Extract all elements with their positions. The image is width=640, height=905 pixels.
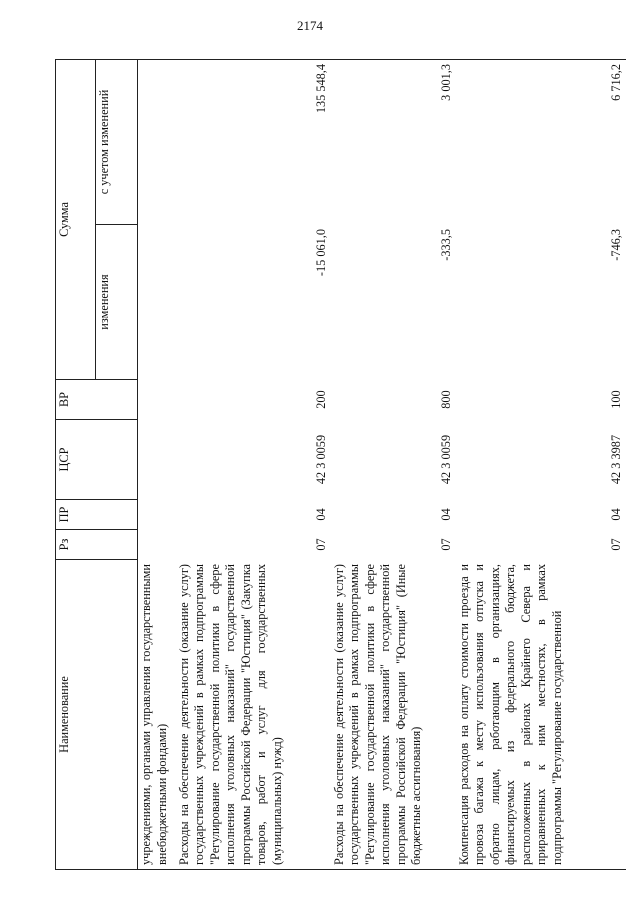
row-rz-cell: 07 xyxy=(609,538,623,551)
header-vr: ВР xyxy=(56,380,138,420)
table-row xyxy=(176,59,331,869)
row-total-cell: 3 001,3 xyxy=(331,59,456,224)
row-rz-cell xyxy=(138,530,176,560)
table-row xyxy=(331,59,456,869)
row-pr-cell: 04 xyxy=(439,508,453,521)
row-pr-cell xyxy=(138,500,176,530)
header-with-changes: с учетом изменений xyxy=(96,59,138,224)
row-total-cell: 6 716,2 xyxy=(456,59,626,224)
row-vr-cell: 800 xyxy=(439,390,453,409)
rotated-table-page xyxy=(55,60,623,870)
header-name: Наименование xyxy=(56,560,138,870)
row-change-cell: -746,3 xyxy=(609,229,623,261)
row-name-cell: Компенсация расходов на оплату стоимости проезда и провоза багажа к месту использования отпуска и обратно лицам, работающим в организациях, финансируемых из федерального бюджета, расположенных в районах Крайнего Севера и приравненных к ним местностях, в рамках подпрограммы "Регулирование государственной xyxy=(456,560,626,870)
row-name-cell: Расходы на обеспечение деятельности (оказание услуг) государственных учреждений в рамках подпрограммы "Регулирование государственной политики в сфере исполнения уголовных наказаний" государственной программы Российской Федерации "Юстиция" (Иные бюджетные ассигнования) xyxy=(331,560,456,870)
row-change-cell: -333,5 xyxy=(439,229,453,261)
header-sum: Сумма xyxy=(56,59,96,379)
header-changes: изменения xyxy=(96,225,138,380)
row-rz-cell: 07 xyxy=(314,538,328,551)
table-row xyxy=(138,59,176,869)
row-pr-cell: 04 xyxy=(314,508,328,521)
row-csr-cell: 42 3 3987 xyxy=(609,434,623,485)
row-csr-cell xyxy=(138,420,176,500)
header-rz: Рз xyxy=(56,530,138,560)
row-change-cell xyxy=(138,225,176,380)
row-name-cell: Расходы на обеспечение деятельности (оказание услуг) государственных учреждений в рамках подпрограммы "Регулирование государственной политики в сфере исполнения уголовных наказаний" государственной программы Российской Федерации "Юстиция" (Закупка товаров, работ и услуг для государственных (муниципальных) нужд) xyxy=(176,560,331,870)
row-total-cell xyxy=(138,59,176,224)
budget-table xyxy=(55,59,626,870)
row-vr-cell: 100 xyxy=(609,390,623,409)
row-csr-cell: 42 3 0059 xyxy=(439,434,453,485)
row-csr-cell: 42 3 0059 xyxy=(314,434,328,485)
table-body xyxy=(138,59,626,869)
row-vr-cell xyxy=(138,380,176,420)
header-pr: ПР xyxy=(56,500,138,530)
row-vr-cell: 200 xyxy=(314,390,328,409)
row-pr-cell: 04 xyxy=(609,508,623,521)
row-name-cell: учреждениями, органами управления государственными внебюджетными фондами) xyxy=(138,560,176,870)
row-rz-cell: 07 xyxy=(439,538,453,551)
header-csr: ЦСР xyxy=(56,420,138,500)
table-row xyxy=(456,59,626,869)
row-change-cell: -15 061,0 xyxy=(314,229,328,277)
row-total-cell: 135 548,4 xyxy=(176,59,331,224)
page-number: 2174 xyxy=(297,18,323,33)
